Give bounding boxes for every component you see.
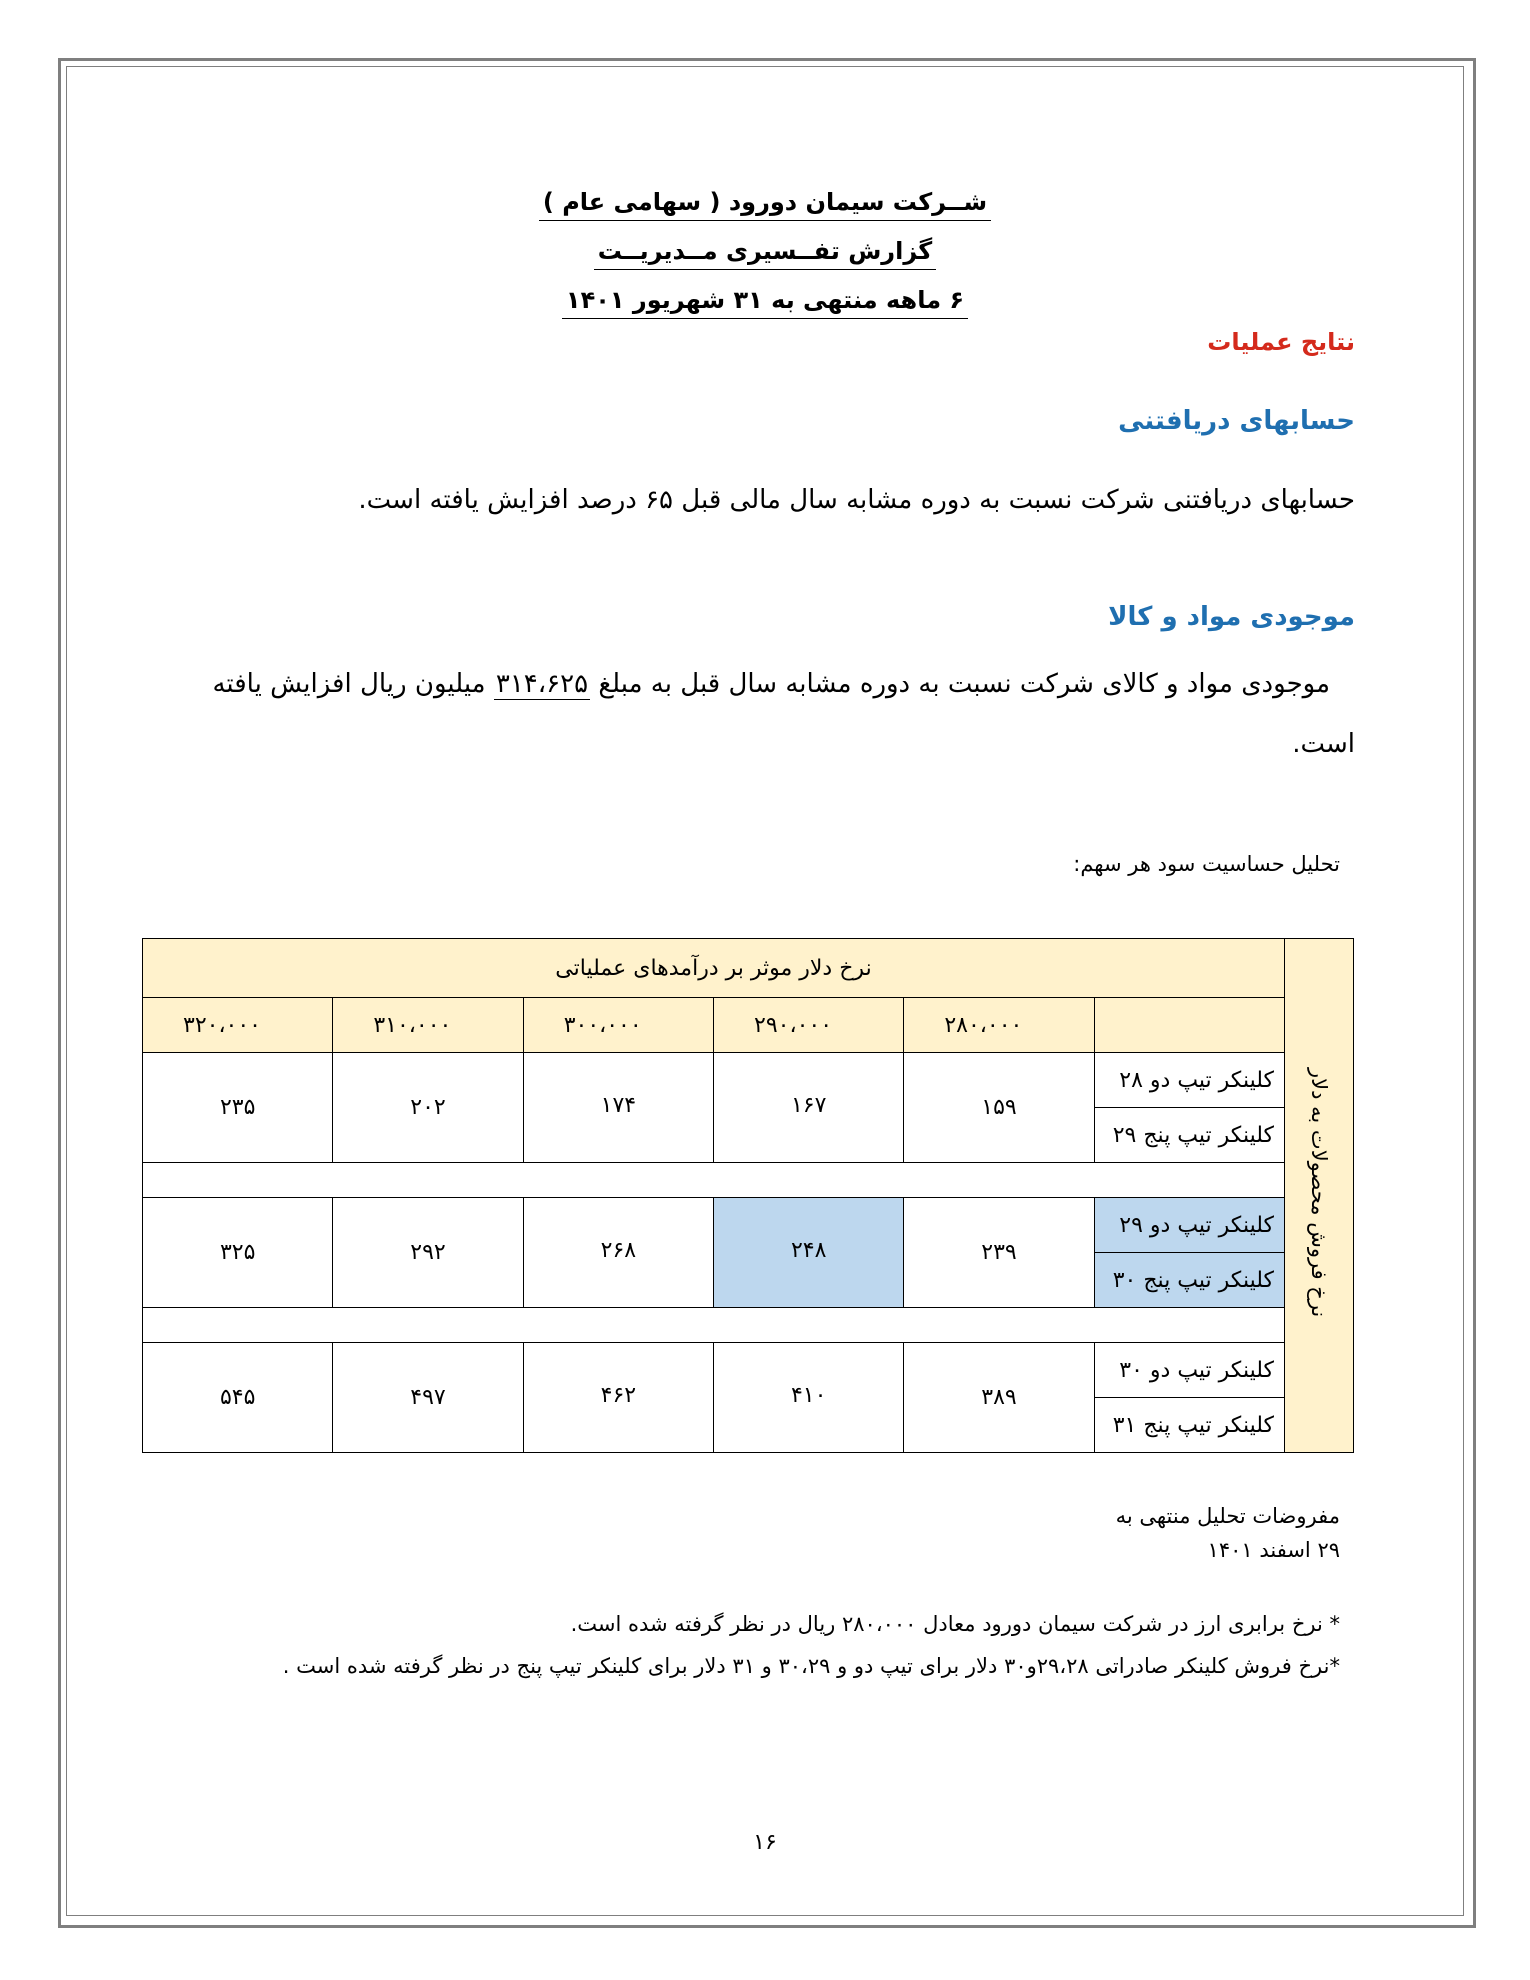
column-header-row — [143, 998, 1354, 1053]
row-label: کلینکر تیپ پنج ۳۰ — [1094, 1253, 1284, 1308]
value-cell-highlighted: ۲۴۸ — [714, 1198, 904, 1308]
value-cell: ۲۳۹ — [904, 1198, 1094, 1308]
value-cell: ۲۳۵ — [143, 1053, 333, 1163]
note-2: *نرخ فروش کلینکر صادراتی ۲۹،۲۸و۳۰ دلار برای تیپ دو و ۳۰،۲۹ و ۳۱ دلار برای کلینکر تیپ پنج در نظر گرفته شده است . — [282, 1654, 1340, 1678]
value-cell: ۱۵۹ — [904, 1053, 1094, 1163]
row-label: کلینکر تیپ پنج ۲۹ — [1094, 1108, 1284, 1163]
value-cell: ۲۰۲ — [333, 1053, 523, 1163]
column-header: ۲۸۰،۰۰۰ — [904, 998, 1094, 1053]
row-label: کلینکر تیپ دو ۳۰ — [1094, 1343, 1284, 1398]
inventory-amount: ۳۱۴،۶۲۵ — [495, 669, 589, 699]
value-cell: ۵۴۵ — [143, 1343, 333, 1453]
value-cell: ۱۷۴ — [523, 1053, 713, 1163]
inventory-text-end: است. — [1292, 729, 1355, 759]
row-label: کلینکر تیپ دو ۲۸ — [1094, 1053, 1284, 1108]
value-cell: ۴۹۷ — [333, 1343, 523, 1453]
column-header: ۲۹۰،۰۰۰ — [714, 998, 904, 1053]
company-title: شــرکت سیمان دورود ( سهامی عام ) — [0, 188, 1530, 216]
row-label: کلینکر تیپ دو ۲۹ — [1094, 1198, 1284, 1253]
note-1: * نرخ برابری ارز در شرکت سیمان دورود معادل ۲۸۰،۰۰۰ ریال در نظر گرفته شده است. — [570, 1612, 1340, 1636]
inventory-text-part1: موجودی مواد و کالای شرکت نسبت به دوره مشابه سال قبل به مبلغ — [590, 669, 1330, 699]
table-row — [143, 1198, 1354, 1253]
results-heading: نتایج عملیات — [1207, 328, 1355, 356]
table-row — [143, 1053, 1354, 1108]
side-header: نرخ فروش محصولات به دلار — [1285, 939, 1354, 1453]
value-cell: ۱۶۷ — [714, 1053, 904, 1163]
top-header: نرخ دلار موثر بر درآمدهای عملیاتی — [143, 939, 1285, 998]
assumptions-line1: مفروضات تحلیل منتهی به — [1115, 1504, 1340, 1528]
value-cell: ۲۶۸ — [523, 1198, 713, 1308]
inventory-text — [150, 654, 1330, 714]
receivables-heading: حسابهای دریافتنی — [1118, 406, 1355, 436]
value-cell: ۴۶۲ — [523, 1343, 713, 1453]
receivables-text: حسابهای دریافتنی شرکت نسبت به دوره مشابه سال مالی قبل ۶۵ درصد افزایش یافته است. — [358, 485, 1355, 515]
value-cell: ۲۹۲ — [333, 1198, 523, 1308]
column-header: ۳۲۰،۰۰۰ — [143, 998, 333, 1053]
inventory-text-part2: میلیون ریال افزایش یافته — [212, 669, 486, 699]
assumptions-line2: ۲۹ اسفند ۱۴۰۱ — [1207, 1538, 1340, 1562]
period-title: ۶ ماهه منتهی به ۳۱ شهریور ۱۴۰۱ — [0, 286, 1530, 314]
spacer-row — [143, 1163, 1285, 1198]
column-header: ۳۰۰،۰۰۰ — [523, 998, 713, 1053]
corner-cell — [1094, 998, 1284, 1053]
page-number: ۱۶ — [753, 1830, 777, 1855]
sensitivity-title: تحلیل حساسیت سود هر سهم: — [1073, 852, 1340, 876]
value-cell: ۴۱۰ — [714, 1343, 904, 1453]
value-cell: ۳۲۵ — [143, 1198, 333, 1308]
sensitivity-table — [142, 938, 1354, 1453]
table-row — [143, 1343, 1354, 1398]
inventory-heading: موجودی مواد و کالا — [1108, 602, 1355, 632]
spacer-row — [143, 1308, 1285, 1343]
row-label: کلینکر تیپ پنج ۳۱ — [1094, 1398, 1284, 1453]
value-cell: ۳۸۹ — [904, 1343, 1094, 1453]
column-header: ۳۱۰،۰۰۰ — [333, 998, 523, 1053]
report-title: گزارش تفــسیری مــدیریــت — [0, 237, 1530, 265]
